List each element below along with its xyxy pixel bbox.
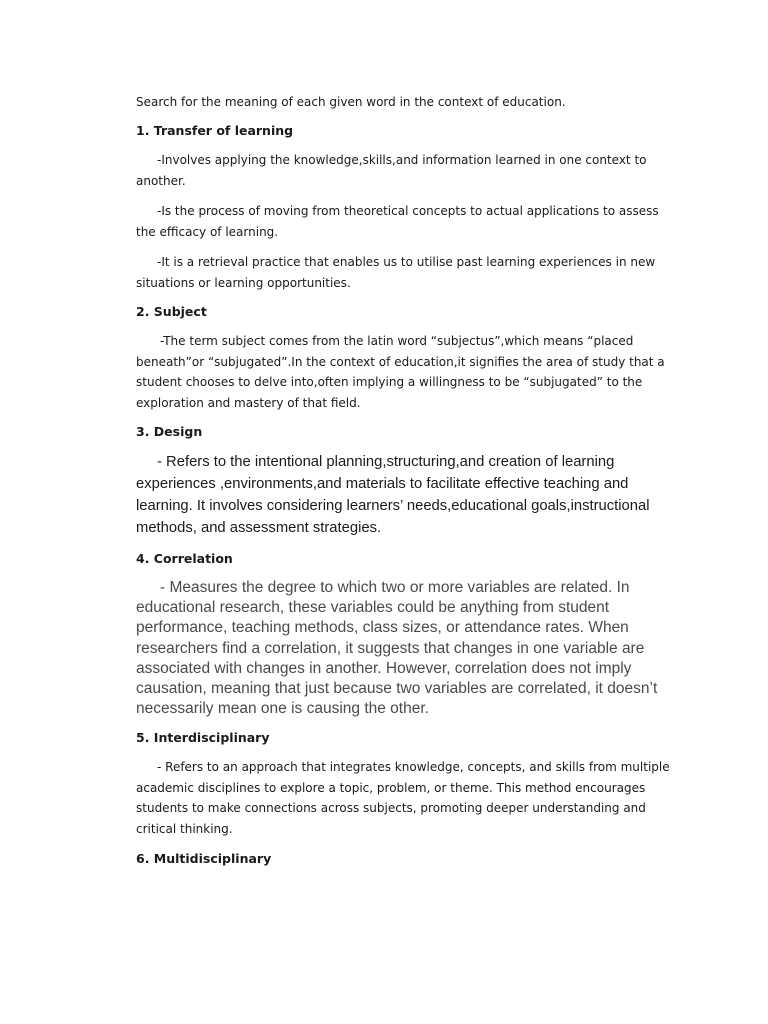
definition-paragraph — [136, 252, 676, 293]
definition-text: - Refers to an approach that integrates knowledge, concepts, and skills from multiple academic disciplines to explore a topic, problem, or theme. This method encourages students to make connections across subjects, promoting deeper understanding and critical thinking. — [136, 760, 670, 836]
heading-design: 3. Design — [136, 424, 203, 439]
definition-text: -Involves applying the knowledge,skills,and information learned in one context to another. — [136, 153, 647, 188]
intro-instruction: Search for the meaning of each given word in the context of education. — [136, 95, 566, 109]
definition-paragraph — [136, 331, 676, 413]
definition-paragraph — [136, 201, 676, 242]
definition-text: - Refers to the intentional planning,structuring,and creation of learning experiences ,environments,and materials to facilitate effective teaching and learning. It involves considering learners’ needs,educational goals,instructional methods, and assessment strategies. — [136, 454, 650, 536]
definition-text: -It is a retrieval practice that enables us to utilise past learning experiences in new situations or learning opportunities. — [136, 255, 656, 290]
definition-text: -Is the process of moving from theoretical concepts to actual applications to assess the efficacy of learning. — [136, 204, 659, 239]
document-page — [136, 93, 676, 878]
definition-text: - Measures the degree to which two or more variables are related. In educational research, these variables could be anything from student performance, teaching methods, class sizes, or attendance rates. When researchers find a correlation, it suggests that changes in one variable are associated with changes in another. However, correlation does not imply causation, meaning that just because two variables are correlated, it doesn’t necessarily mean one is causing the other. — [136, 579, 658, 718]
definition-paragraph — [136, 451, 676, 539]
heading-multidisciplinary: 6. Multidisciplinary — [136, 851, 272, 867]
definition-paragraph — [136, 757, 676, 839]
definition-text: -The term subject comes from the latin word “subjectus”,which means “placed beneath”or “subjugated”.In the context of education,it signifies the area of study that a student chooses to delve into,often implying a willingness to be “subjugated” to the exploration and mastery of that field. — [136, 334, 665, 410]
definition-paragraph — [136, 578, 676, 719]
heading-correlation: 4. Correlation — [136, 551, 233, 566]
heading-transfer-of-learning: 1. Transfer of learning — [136, 123, 294, 138]
heading-subject: 2. Subject — [136, 304, 207, 319]
heading-interdisciplinary: 5. Interdisciplinary — [136, 730, 270, 746]
definition-paragraph — [136, 150, 676, 191]
